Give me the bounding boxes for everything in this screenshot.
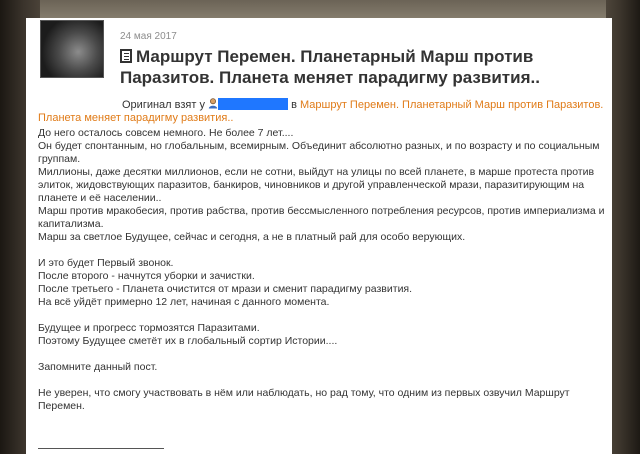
paragraph: Будущее и прогресс тормозятся Паразитами. xyxy=(38,322,260,334)
paragraph: До него осталось совсем немного. Не более 7 лет.... xyxy=(38,127,294,139)
paragraph: После третьего - Планета очистится от мрази и сменит парадигму развития. xyxy=(38,283,413,295)
paragraph: Марш за светлое Будущее, сейчас и сегодня, а не в платный рай для особо верующих. xyxy=(38,231,466,243)
redacted-username[interactable] xyxy=(218,98,288,110)
avatar[interactable] xyxy=(40,20,104,78)
paragraph: Не уверен, что смогу участвовать в нём или наблюдать, но рад тому, что одним из первых озвучил Маршрут Перемен. xyxy=(38,387,570,412)
spacer xyxy=(38,309,608,322)
spacer xyxy=(38,348,608,361)
document-icon xyxy=(120,49,132,63)
paragraph: Запомните данный пост. xyxy=(38,361,158,373)
paragraph: Марш против мракобесия, против рабства, против бессмысленного потребления ресурсов, против империализма и капитализма. xyxy=(38,205,605,230)
paragraph: Он будет спонтанным, но глобальным, всемирным. Объединит абсолютно разных, и по возрасту и по социальным группам. xyxy=(38,140,600,165)
paragraph: После второго - начнутся уборки и зачистки. xyxy=(38,270,255,282)
source-prefix: Оригинал взят у xyxy=(122,99,205,111)
spacer xyxy=(38,374,608,387)
post-title[interactable] xyxy=(120,46,580,88)
paragraph: На всё уйдёт примерно 12 лет, начиная с данного момента. xyxy=(38,296,330,308)
post-title-text[interactable]: Маршрут Перемен. Планетарный Марш против Паразитов. Планета меняет парадигму развития.. xyxy=(120,47,540,87)
source-in-word: в xyxy=(291,99,297,111)
source-link[interactable]: Маршрут Перемен. Планетарный Марш против Паразитов. Планета меняет парадигму развития.. xyxy=(38,99,604,124)
paragraph: И это будет Первый звонок. xyxy=(38,257,174,269)
post-body xyxy=(38,127,608,413)
repost-source xyxy=(38,98,608,125)
post-date: 24 мая 2017 xyxy=(120,31,177,42)
paragraph: Миллионы, даже десятки миллионов, если не сотни, выйдут на улицы по всей планете, в марше протеста против элиток, жидовствующих паразитов, банкиров, чиновников и другой управленческой мрази, паразитирующим на планете и её населении.. xyxy=(38,166,595,204)
user-icon[interactable] xyxy=(208,98,218,109)
spacer xyxy=(38,244,608,257)
paragraph: Поэтому Будущее сметёт их в глобальный сортир Истории.... xyxy=(38,335,338,347)
divider xyxy=(38,448,164,449)
